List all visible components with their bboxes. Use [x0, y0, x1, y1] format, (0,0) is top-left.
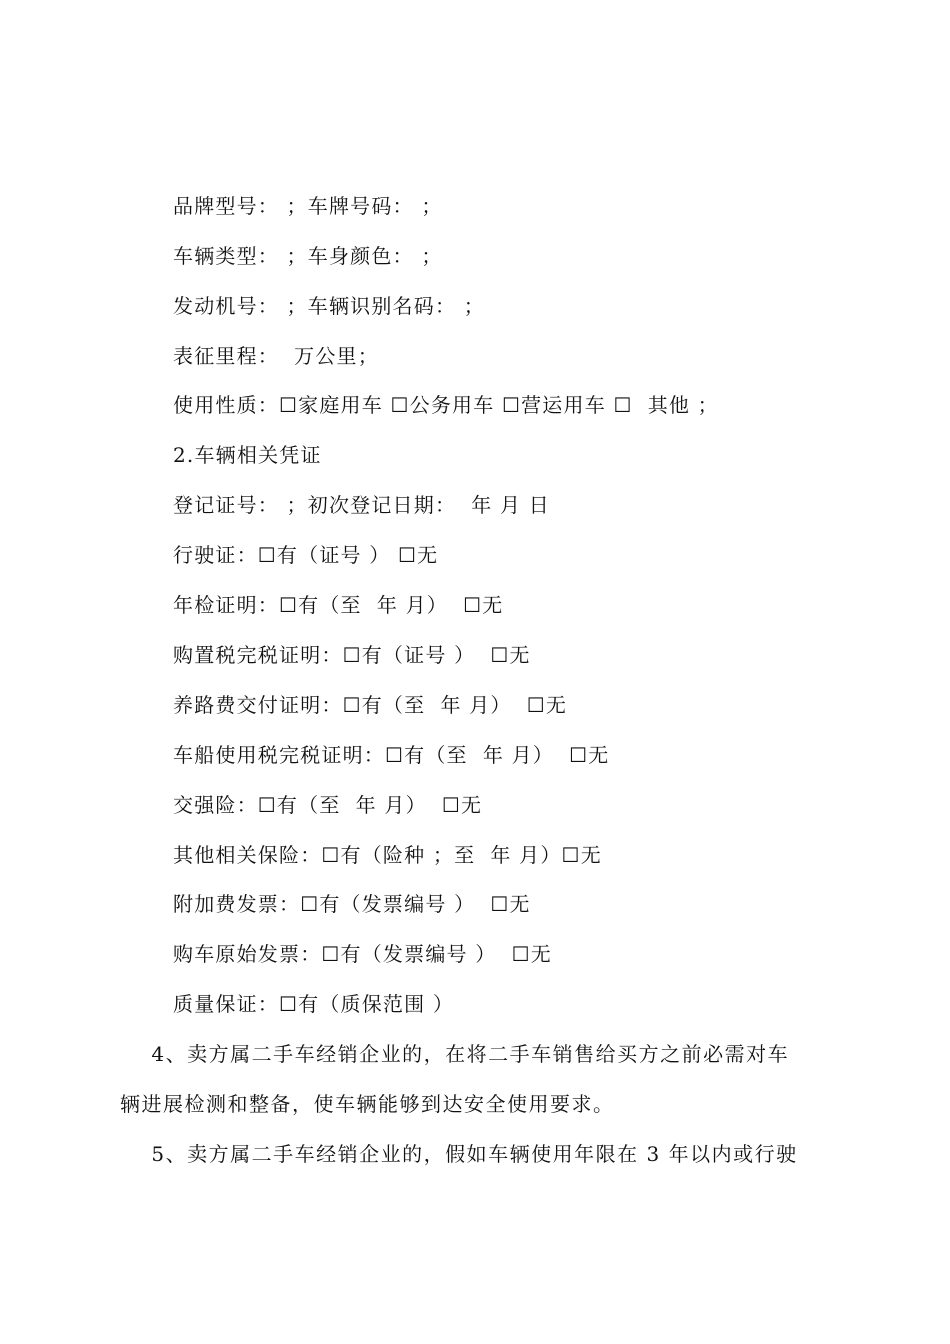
field-compulsory-insurance: 交强险：☐有（至 年 月） ☐无 [173, 793, 483, 817]
field-type-color: 车辆类型： ；车身颜色： ； [173, 244, 443, 268]
field-mileage: 表征里程： 万公里； [173, 344, 379, 368]
field-original-invoice: 购车原始发票：☐有（发票编号 ） ☐无 [173, 942, 552, 966]
field-driving-license: 行驶证：☐有（证号 ） ☐无 [173, 543, 439, 567]
field-other-insurance: 其他相关保险：☐有（险种 ；至 年 月）☐无 [173, 843, 602, 867]
field-engine-vin: 发动机号： ；车辆识别名码： ； [173, 294, 485, 318]
paragraph-4-line-2: 辆进展检测和整备，使车辆能够到达安全使用要求。 [120, 1092, 615, 1116]
section-heading-vehicle-documents: 2.车辆相关凭证 [173, 443, 322, 467]
field-surcharge-invoice: 附加费发票：☐有（发票编号 ） ☐无 [173, 892, 531, 916]
field-road-fee: 养路费交付证明：☐有（至 年 月） ☐无 [173, 693, 568, 717]
field-quality-guarantee: 质量保证：☐有（质保范围 ） [173, 992, 455, 1016]
field-usage: 使用性质：☐家庭用车 ☐公务用车 ☐营运用车 ☐ 其他 ； [173, 393, 719, 417]
paragraph-4-line-1: 4、卖方属二手车经销企业的，在将二手车销售给买方之前必需对车 [120, 1042, 790, 1066]
field-brand-plate: 品牌型号： ；车牌号码： ； [173, 194, 443, 218]
paragraph-5-line-1: 5、卖方属二手车经销企业的，假如车辆使用年限在 3 年以内或行驶 [120, 1142, 798, 1166]
field-annual-inspection: 年检证明：☐有（至 年 月） ☐无 [173, 593, 504, 617]
field-vehicle-vessel-tax: 车船使用税完税证明：☐有（至 年 月） ☐无 [173, 743, 610, 767]
field-purchase-tax: 购置税完税证明：☐有（证号 ） ☐无 [173, 643, 531, 667]
field-registration: 登记证号： ；初次登记日期： 年 月 日 [173, 493, 550, 517]
